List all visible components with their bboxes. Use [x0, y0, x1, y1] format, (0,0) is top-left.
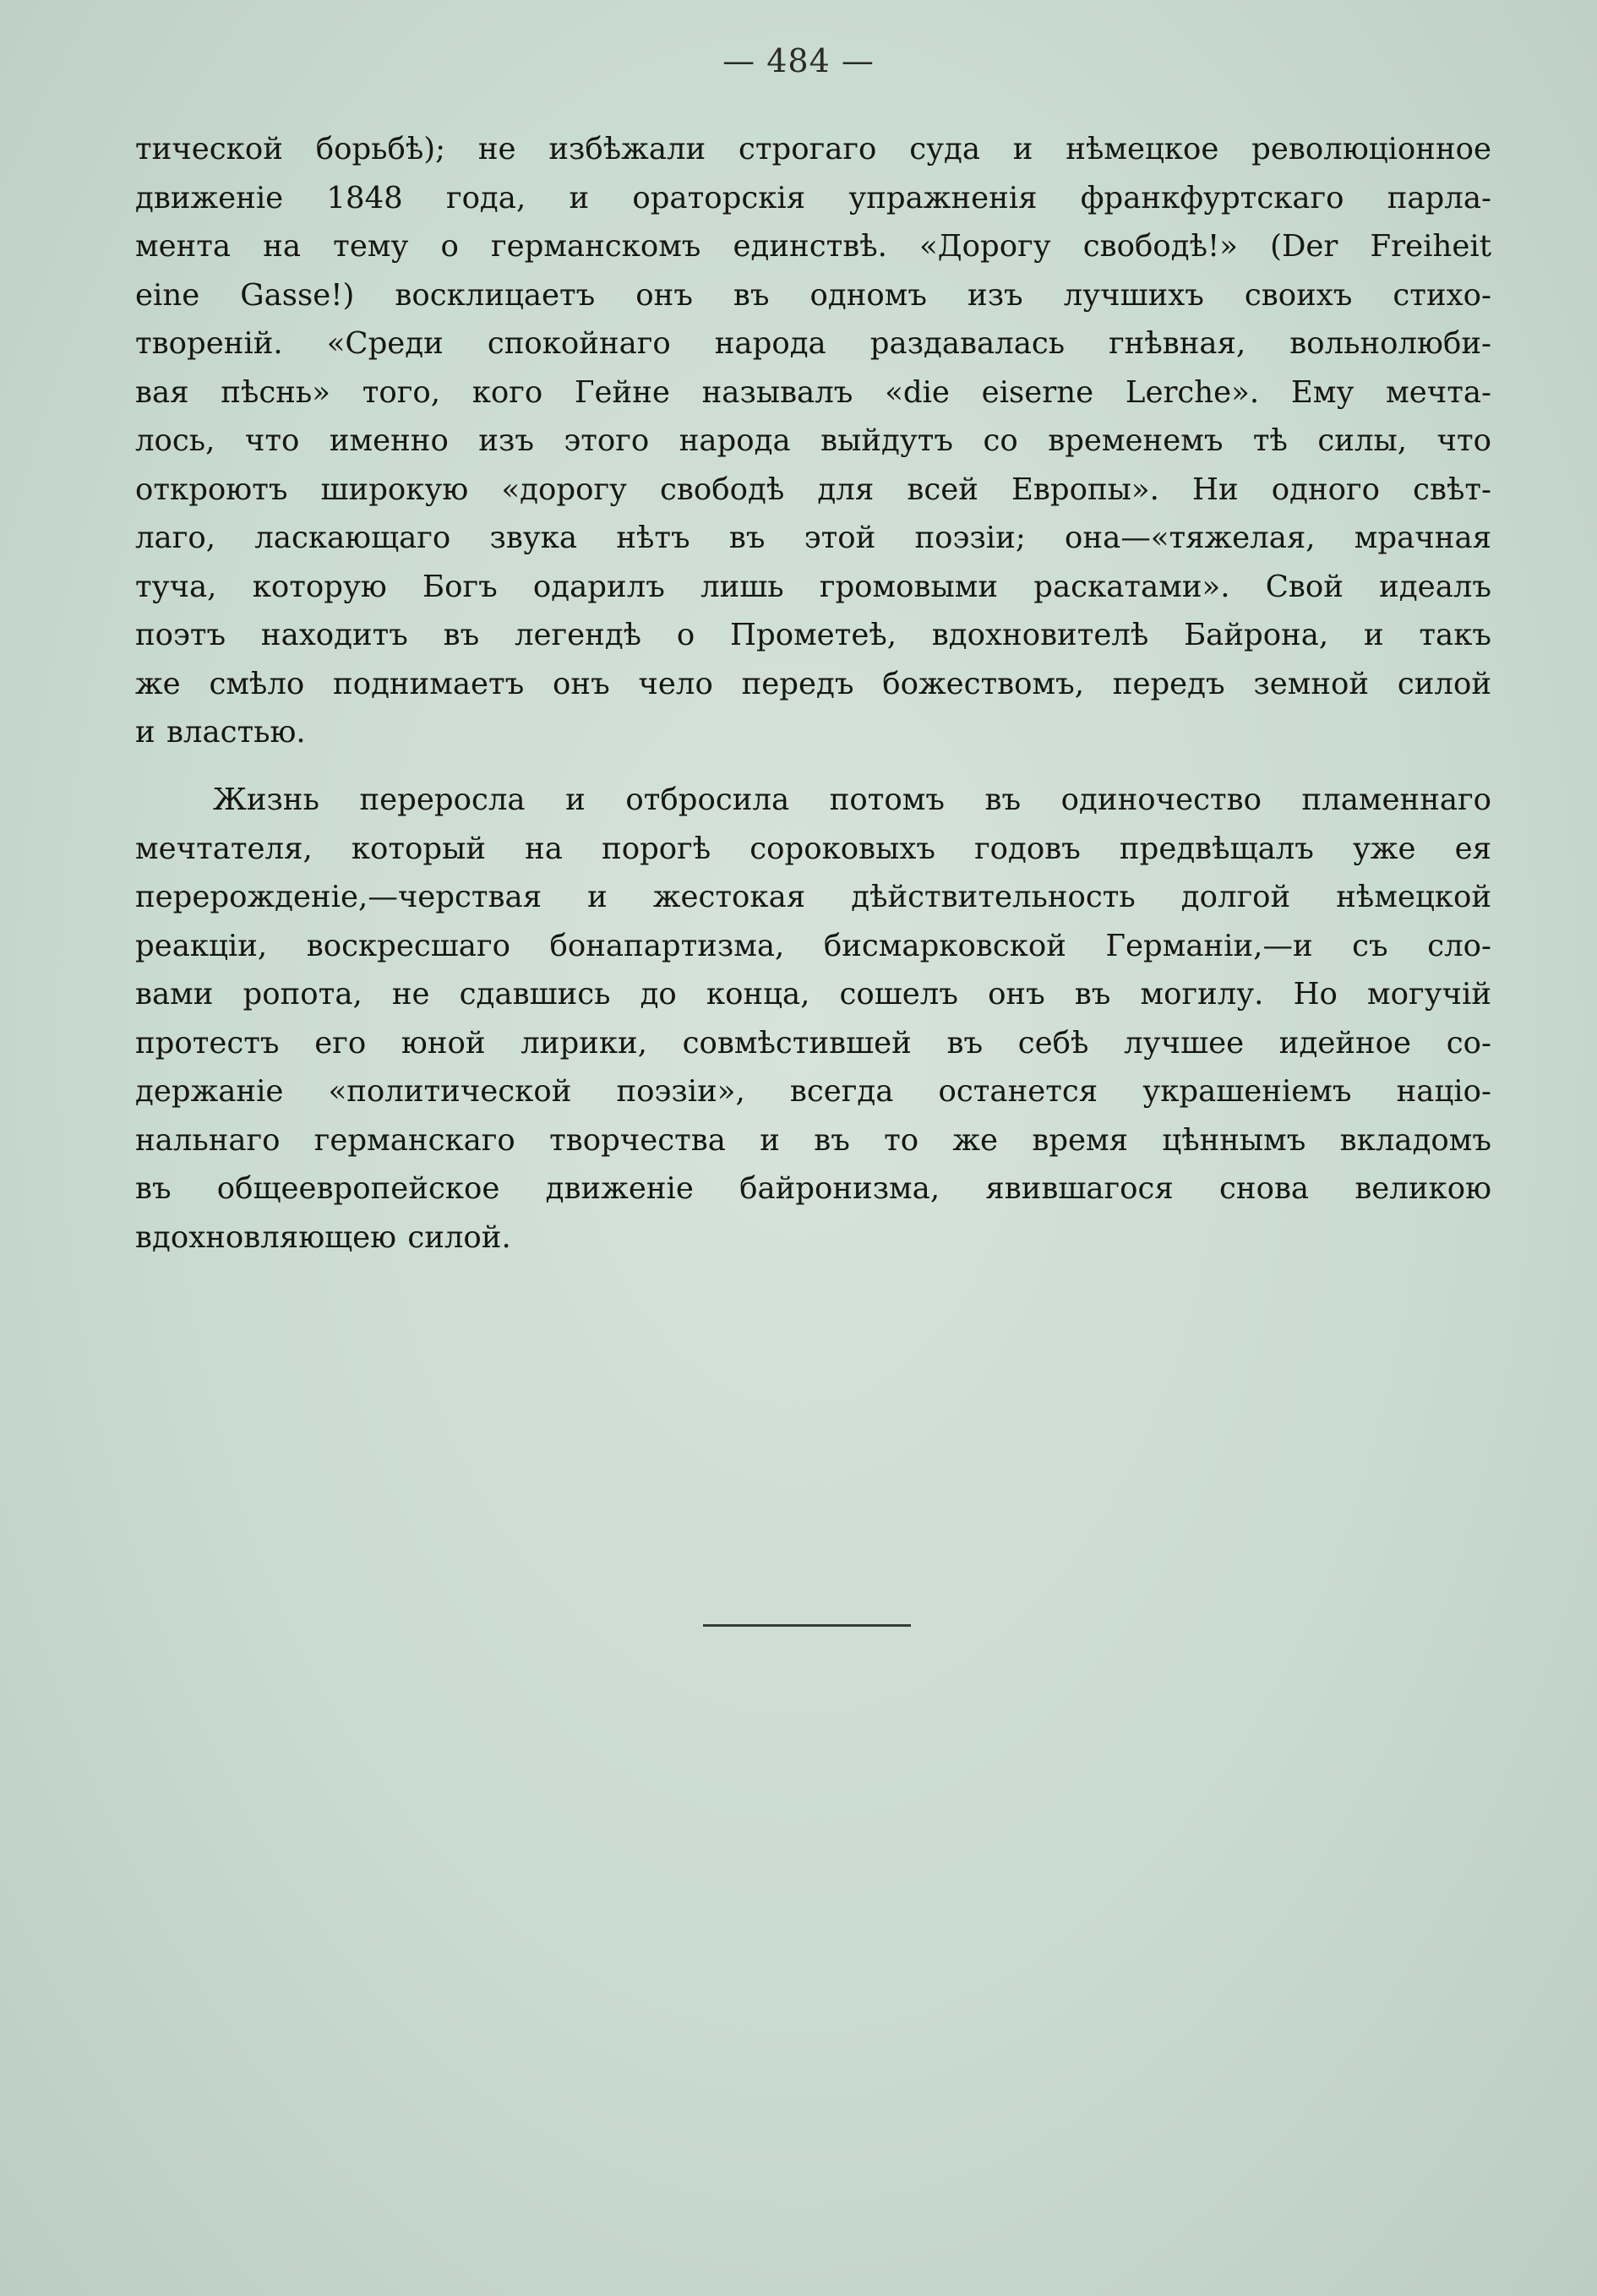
- paragraph-line: перерожденіе,—черствая и жестокая дѣйствительность долгой нѣмецкой: [135, 880, 1491, 914]
- paragraph-line: мечтателя, который на порогѣ сороковыхъ годовъ предвѣщалъ уже ея: [135, 831, 1491, 866]
- paragraph-line: и властью.: [135, 715, 306, 750]
- paragraph-line: нальнаго германскаго творчества и въ то же время цѣннымъ вкладомъ: [135, 1122, 1491, 1158]
- paragraph-line: реакціи, воскресшаго бонапартизма, бисмарковской Германіи,—и съ сло-: [135, 928, 1491, 963]
- paragraph-line: движеніе 1848 года, и ораторскія упражненія франкфуртскаго парла-: [135, 180, 1491, 215]
- paragraph-line: вая пѣснь» того, кого Гейне называлъ «die eiserne Lerche». Ему мечта-: [135, 374, 1491, 410]
- paragraph-line: мента на тему о германскомъ единствѣ. «Дорогу свободѣ!» (Der Freiheit: [135, 229, 1491, 264]
- paragraph-line: вдохновляющею силой.: [135, 1219, 511, 1255]
- paragraph-line: Жизнь переросла и отбросила потомъ въ одиночество пламеннаго: [213, 783, 1491, 817]
- paragraph-line: eine Gasse!) восклицаетъ онъ въ одномъ изъ лучшихъ своихъ стихо-: [135, 277, 1491, 313]
- section-divider: [703, 1624, 911, 1627]
- paragraph-line: же смѣло поднимаетъ онъ чело передъ божествомъ, передъ земной силой: [135, 666, 1491, 701]
- paragraph-line: твореній. «Среди спокойнаго народа раздавалась гнѣвная, вольнолюби-: [135, 326, 1491, 361]
- paragraph-line: въ общеевропейское движеніе байронизма, явившагося снова великою: [135, 1171, 1491, 1206]
- paragraph-line: откроютъ широкую «дорогу свободѣ для всей Европы». Ни одного свѣт-: [135, 472, 1491, 507]
- page-number: — 484 —: [722, 42, 875, 79]
- paragraph-line: туча, которую Богъ одарилъ лишь громовыми раскатами». Свой идеалъ: [135, 569, 1491, 604]
- paragraph-line: протестъ его юной лирики, совмѣстившей въ себѣ лучшее идейное со-: [135, 1025, 1491, 1061]
- paragraph-line: поэтъ находитъ въ легендѣ о Прометеѣ, вдохновителѣ Байрона, и такъ: [135, 618, 1491, 652]
- paragraph-1: [135, 125, 1491, 757]
- paragraph-line: вами ропота, не сдавшись до конца, сошелъ онъ въ могилу. Но могучій: [135, 977, 1491, 1012]
- paragraph-line: лаго, ласкающаго звука нѣтъ въ этой поэзіи; она—«тяжелая, мрачная: [135, 521, 1491, 555]
- paragraph-line: лось, что именно изъ этого народа выйдутъ со временемъ тѣ силы, что: [135, 423, 1491, 458]
- paragraph-line: тической борьбѣ); не избѣжали строгаго суда и нѣмецкое революціонное: [135, 132, 1491, 166]
- paragraph-2: [135, 776, 1491, 1262]
- paragraph-line: держаніе «политической поэзіи», всегда останется украшеніемъ націо-: [135, 1074, 1491, 1109]
